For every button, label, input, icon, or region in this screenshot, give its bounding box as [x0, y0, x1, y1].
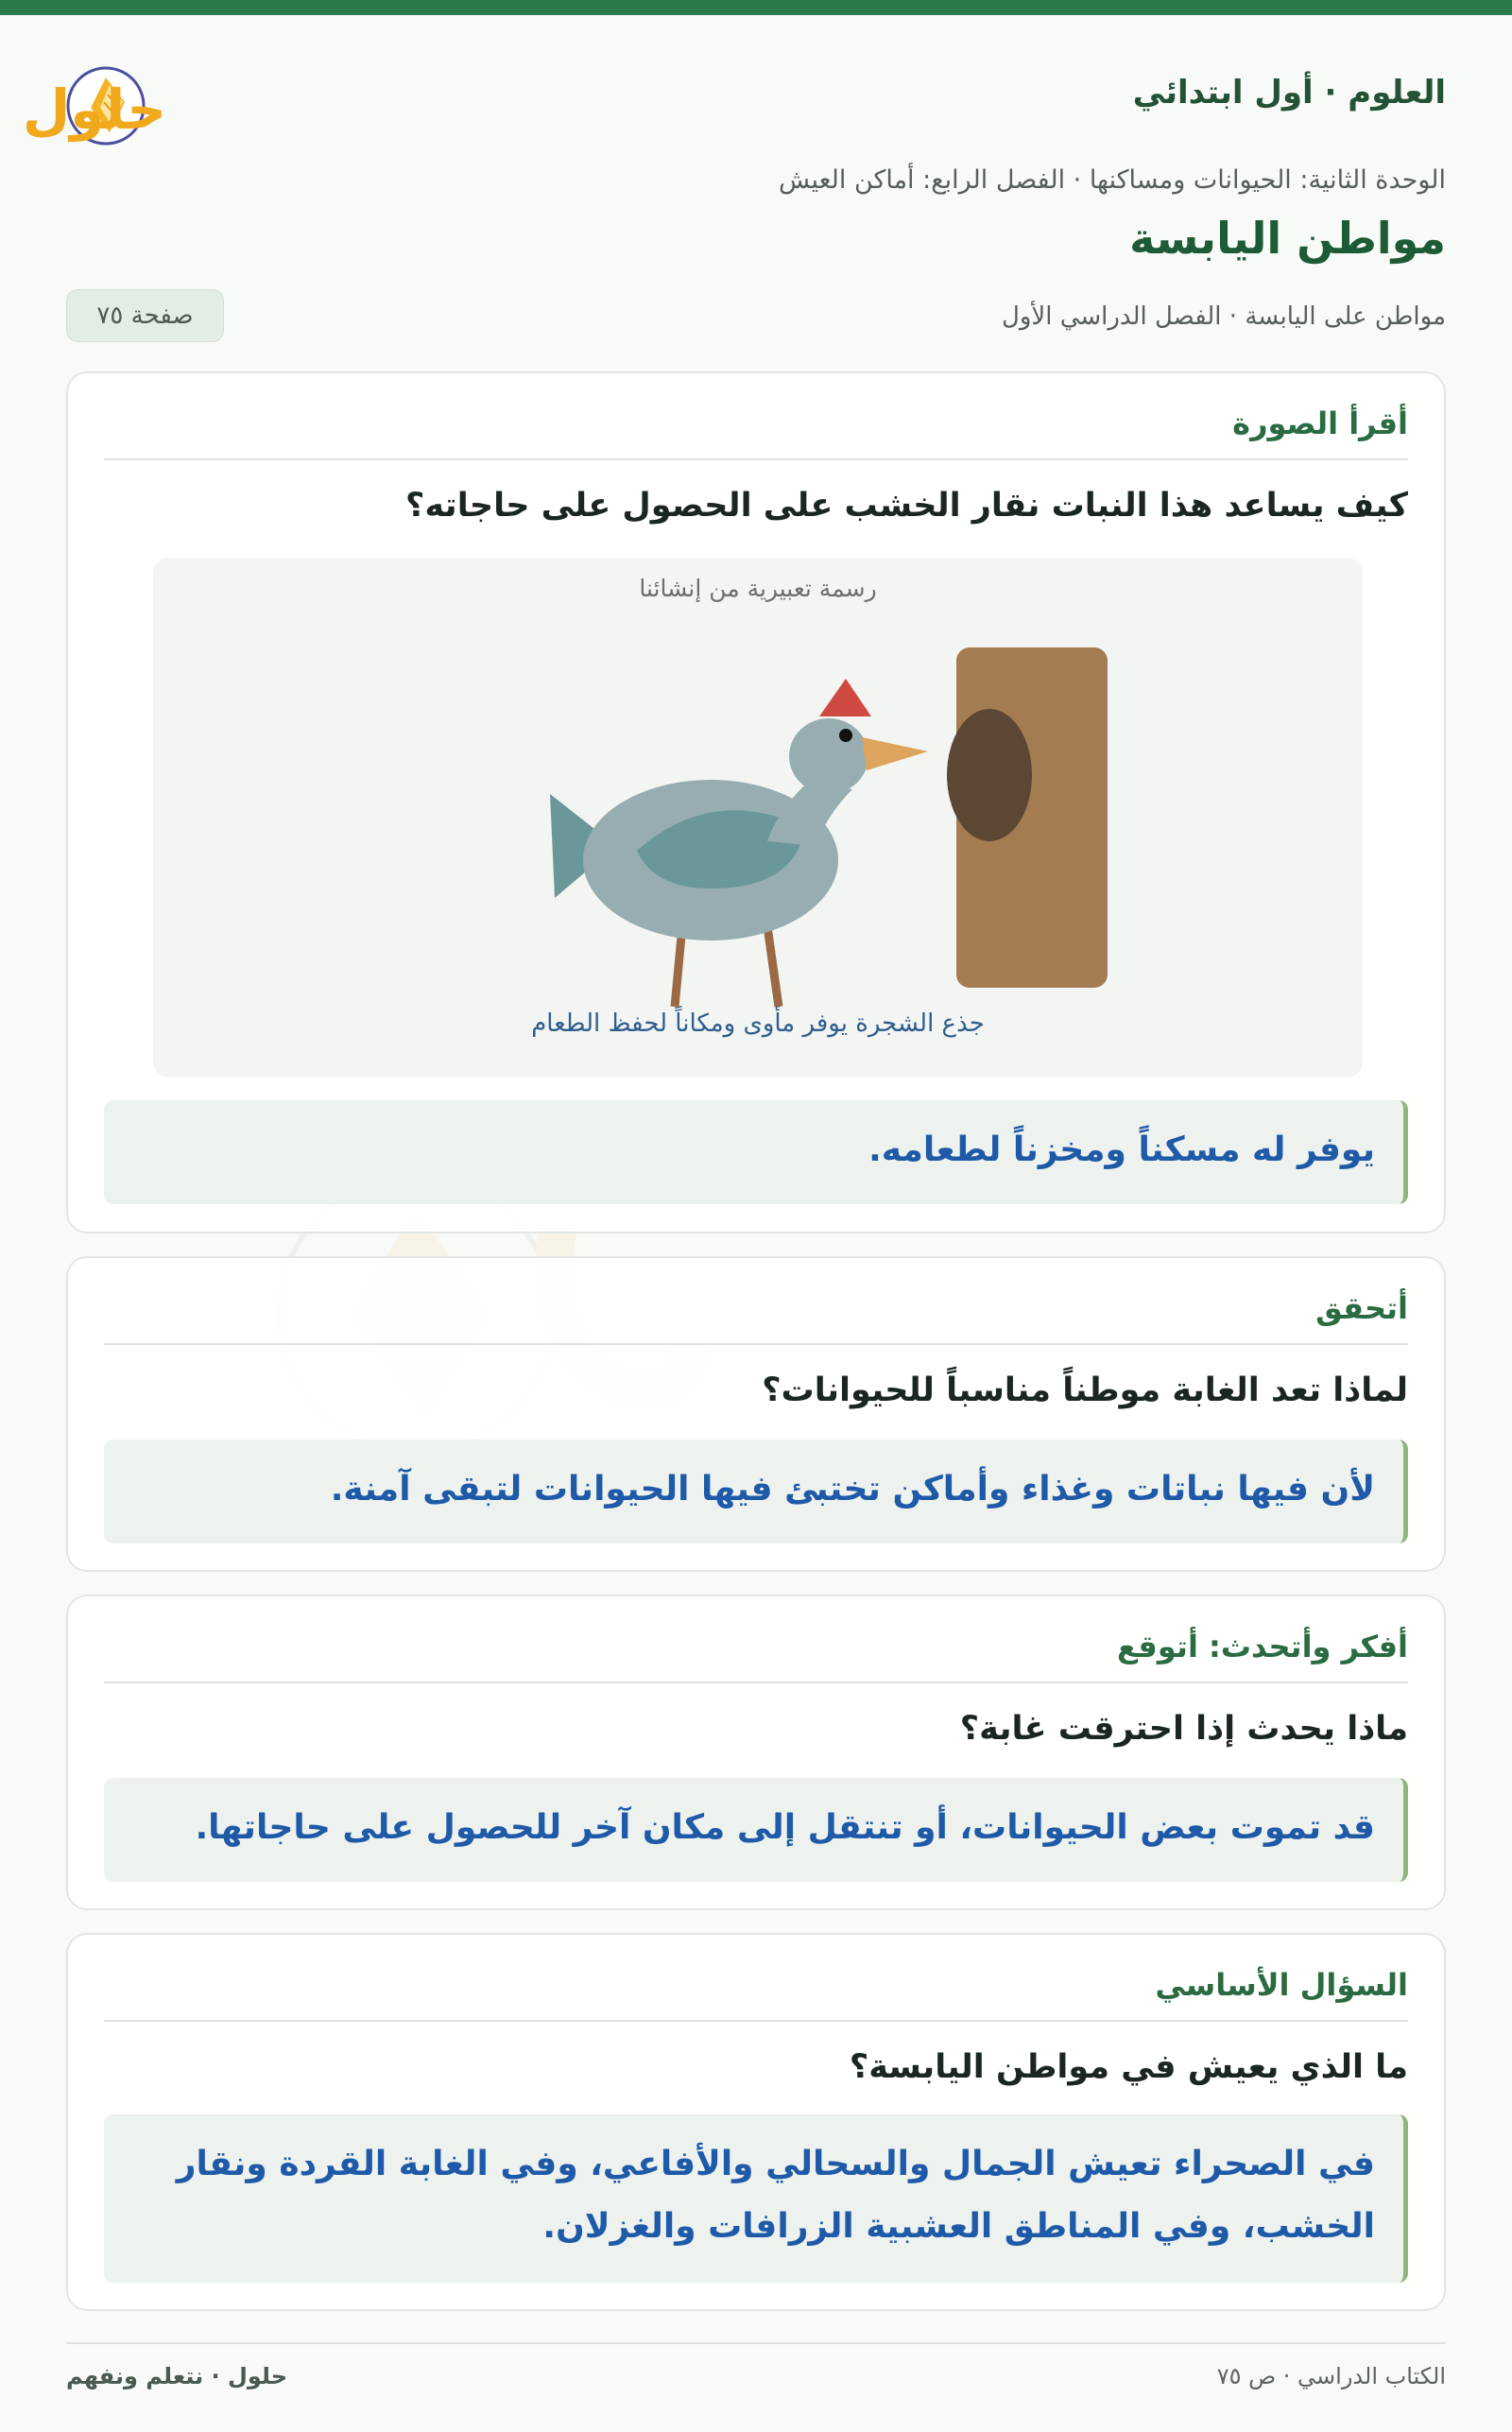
top-accent-bar [0, 0, 1512, 15]
bird-leg [767, 926, 779, 1007]
figure-caption: جذع الشجرة يوفر مأوى ومكاناً لحفظ الطعام [531, 1009, 985, 1038]
section-divider [104, 458, 1408, 460]
footer-book-reference: الكتاب الدراسي · ص ٧٥ [1216, 2363, 1446, 2389]
section-card-verify [66, 1256, 1446, 1572]
section-label: السؤال الأساسي [1155, 1967, 1408, 2003]
bird-crest [819, 679, 871, 716]
bird-eye [839, 729, 852, 742]
page-subtitle: مواطن على اليابسة · الفصل الدراسي الأول [1001, 302, 1446, 331]
page-number-badge: صفحة ٧٥ [66, 289, 224, 342]
bird-beak [862, 737, 928, 770]
page-header [22, 53, 1446, 147]
figure-note: رسمة تعبيرية من إنشائنا [639, 575, 877, 602]
question-text: كيف يساعد هذا النبات نقار الخشب على الحصول على حاجاته؟ [405, 487, 1408, 525]
question-text: ما الذي يعيش في مواطن اليابسة؟ [849, 2048, 1408, 2086]
hulul-logo[interactable] [22, 53, 321, 147]
answer-box: قد تموت بعض الحيوانات، أو تنتقل إلى مكان آخر للحصول على حاجاتها. [104, 1778, 1408, 1882]
answer-box: لأن فيها نباتات وغذاء وأماكن تختبئ فيها الحيوانات لتبقى آمنة. [104, 1440, 1408, 1544]
section-divider [104, 2020, 1408, 2022]
section-divider [104, 1343, 1408, 1345]
logo-icon [22, 53, 321, 147]
footer-divider [66, 2342, 1446, 2344]
woodpecker-figure [153, 558, 1363, 1078]
section-label: أتحقق [1315, 1290, 1408, 1326]
section-label: أفكر وأتحدث: أتوقع [1117, 1629, 1408, 1664]
section-divider [104, 1682, 1408, 1683]
question-text: لماذا تعد الغابة موطناً مناسباً للحيوانات؟ [762, 1371, 1408, 1409]
bird-head [789, 718, 868, 794]
woodpecker-illustration-icon [153, 558, 1363, 1078]
section-card-essential-question [66, 1933, 1446, 2311]
page-title: مواطن اليابسة [1129, 213, 1446, 264]
section-label: أقرأ الصورة [1232, 405, 1408, 441]
question-text: ماذا يحدث إذا احترقت غابة؟ [959, 1710, 1408, 1748]
answer-box: يوفر له مسكناً ومخزناً لطعامه. [104, 1100, 1408, 1204]
section-card-think-talk [66, 1595, 1446, 1910]
section-card-read-picture [66, 371, 1446, 1233]
breadcrumb: الوحدة الثانية: الحيوانات ومساكنها · الفصل الرابع: أماكن العيش [779, 165, 1446, 195]
tree-hole [947, 709, 1032, 841]
logo-text: حلول [22, 78, 166, 142]
footer-brand[interactable]: حلول · نتعلم ونفهم [66, 2363, 287, 2389]
bird-leg [675, 926, 682, 1007]
answer-box: في الصحراء تعيش الجمال والسحالي والأفاعي، وفي الغابة القردة ونقار الخشب، وفي المناطق العشبية الزرافات والغزلان. [104, 2114, 1408, 2283]
subject-grade-title: العلوم · أول ابتدائي [1132, 74, 1446, 112]
